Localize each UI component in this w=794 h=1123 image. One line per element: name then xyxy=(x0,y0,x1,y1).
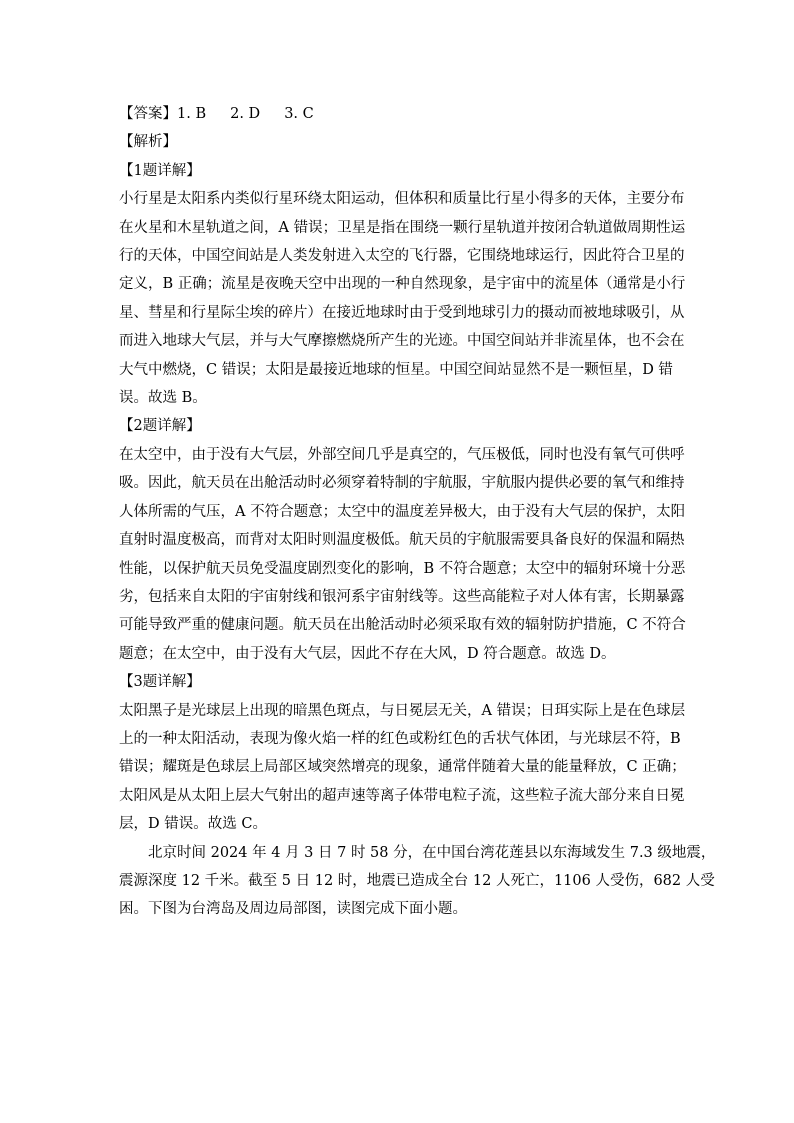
q1-line: 而进入地球大气层，并与大气摩擦燃烧所产生的光迹。中国空间站并非流星体，也不会在 xyxy=(119,333,685,350)
q1-line: 误。故选 B。 xyxy=(119,390,207,407)
answer-item-3: 3. C xyxy=(284,106,314,122)
q1-heading: 【1题详解】 xyxy=(119,162,201,179)
analysis-label: 【解析】 xyxy=(119,134,177,151)
q1-line: 星、彗星和行星际尘埃的碎片）在接近地球时由于受到地球引力的摄动而被地球吸引，从 xyxy=(119,304,685,321)
q3-explanation xyxy=(119,697,686,839)
q2-line: 可能导致严重的健康问题。航天员在出舱活动时必须采取有效的辐射防护措施，C 不符合 xyxy=(119,617,686,634)
q2-line: 题意；在太空中，由于没有大气层，因此不存在大风，D 符合题意。故选 D。 xyxy=(119,645,616,662)
q2-heading: 【2题详解】 xyxy=(119,418,201,435)
q3-line: 层，D 错误。故选 C。 xyxy=(119,816,267,833)
q2-explanation xyxy=(119,441,686,668)
q2-line: 劣，包括来自太阳的宇宙射线和银河系宇宙射线等。这些高能粒子对人体有害，长期暴露 xyxy=(119,588,685,605)
q2-line: 在太空中，由于没有大气层，外部空间几乎是真空的，气压极低，同时也没有氧气可供呼 xyxy=(119,446,685,463)
stem-line: 北京时间 2024 年 4 月 3 日 7 时 58 分，在中国台湾花莲县以东海域发生 7.3 级地震， xyxy=(148,844,716,861)
q1-line: 定义，B 正确；流星是夜晚天空中出现的一种自然现象，是宇宙中的流星体（通常是小行 xyxy=(119,276,686,293)
q1-line: 行的天体，中国空间站是人类发射进入太空的飞行器，它围绕地球运行，因此符合卫星的 xyxy=(119,248,685,265)
q2-line: 直射时温度极高，而背对太阳时则温度极低。航天员的宇航服需要具备良好的保温和隔热 xyxy=(119,532,685,549)
stem-line: 震源深度 12 千米。截至 5 日 12 时，地震已造成全台 12 人死亡，1106 人受伤，682 人受 xyxy=(119,872,715,889)
q1-line: 大气中燃烧，C 错误；太阳是最接近地球的恒星。中国空间站显然不是一颗恒星，D 错 xyxy=(119,361,673,378)
answer-label: 【答案】 xyxy=(119,106,177,122)
q1-line: 小行星是太阳系内类似行星环绕太阳运动，但体积和质量比行星小得多的天体，主要分布 xyxy=(119,191,685,208)
q3-heading: 【3题详解】 xyxy=(119,674,201,691)
q3-line: 太阳黑子是光球层上出现的暗黑色斑点，与日冕层无关，A 错误；日珥实际上是在色球层 xyxy=(119,702,686,719)
document-page xyxy=(119,100,716,924)
q3-line: 太阳风是从太阳上层大气射出的超声速等离子体带电粒子流，这些粒子流大部分来自日冕 xyxy=(119,787,685,804)
q3-line: 错误；耀斑是色球层上局部区域突然增亮的现象，通常伴随着大量的能量释放，C 正确； xyxy=(119,759,686,776)
answer-item-1: 1. B xyxy=(177,106,207,122)
q3-line: 上的一种太阳活动，表现为像火焰一样的红色或粉红色的舌状气体团，与光球层不符，B xyxy=(119,730,681,747)
q1-line: 在火星和木星轨道之间，A 错误；卫星是指在围绕一颗行星轨道并按闭合轨道做周期性运 xyxy=(119,219,686,236)
next-question-stem xyxy=(119,839,716,924)
q2-line: 吸。因此，航天员在出舱活动时必须穿着特制的宇航服，宇航服内提供必要的氧气和维持 xyxy=(119,475,685,492)
q1-explanation xyxy=(119,185,686,412)
q2-line: 性能，以保护航天员免受温度剧烈变化的影响，B 不符合题意；太空中的辐射环境十分恶 xyxy=(119,560,686,577)
q2-line: 人体所需的气压，A 不符合题意；太空中的温度差异极大，由于没有大气层的保护，太阳 xyxy=(119,503,686,520)
answer-line xyxy=(119,100,679,128)
answer-item-2: 2. D xyxy=(230,106,261,122)
stem-line: 困。下图为台湾岛及周边局部图，读图完成下面小题。 xyxy=(119,901,467,918)
